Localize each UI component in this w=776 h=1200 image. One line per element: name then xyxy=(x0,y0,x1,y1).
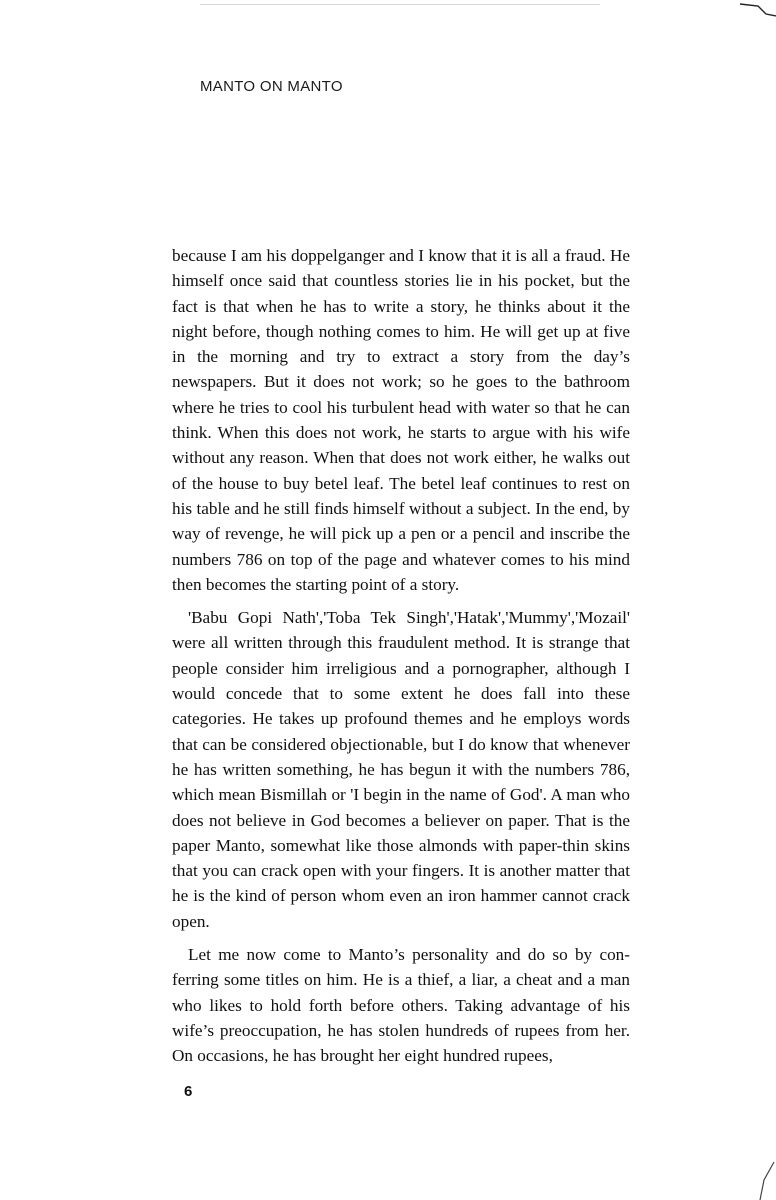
paragraph-1: because I am his doppelganger and I know that it is all a fraud. He himself once said that countless stories lie in his pocket, but the fact is that when he has to write a story, he thinks about it the night before, though nothing comes to him. He will get up at five in the morning and try to extract a story from the day’s newspapers. But it does not work; so he goes to the bathroom where he tries to cool his turbulent head with water so that he can think. When this does not work, he starts to argue with his wife without any reason. When that does not work either, he walks out of the house to buy betel leaf. The betel leaf continues to rest on his table and he still finds himself without a subject. In the end, by way of revenge, he will pick up a pen or a pencil and inscribe the numbers 786 on top of the page and whatever comes to his mind then becomes the starting point of a story. xyxy=(172,246,630,594)
top-edge-rule xyxy=(200,4,600,5)
paragraph-2: 'Babu Gopi Nath','Toba Tek Singh','Hatak','Mummy','Mozail' were all written through this fraudulent method. It is strange that people consider him irreligious and a pornographer, although I would concede that to some extent he does fall into these categories. He takes up profound themes and he employs words that can be considered objectionable, but I do know that whenever he has written something, he has begun it with the numbers 786, which mean Bismillah or 'I begin in the name of God'. A man who does not believe in God becomes a believer on paper. That is the paper Manto, somewhat like those almonds with paper-thin skins that you can crack open with your fingers. It is another matter that he is the kind of person whom even an iron hammer cannot crack open. xyxy=(172,608,630,931)
paragraph-3: Let me now come to Manto’s personality and do so by conferring some titles on him. He is a thief, a liar, a cheat and a man who likes to hold forth before others. Taking advantage of his wife’s preoccupation, he has stolen hundreds of rupees from her. On occasions, he has brought her eight hundred rupees, xyxy=(172,945,630,1066)
page-corner-mark-top-right xyxy=(736,0,776,30)
page-number: 6 xyxy=(184,1083,193,1100)
page-corner-mark-bottom-right xyxy=(746,1140,776,1200)
running-head: MANTO ON MANTO xyxy=(200,78,343,95)
body-text xyxy=(172,243,630,1077)
